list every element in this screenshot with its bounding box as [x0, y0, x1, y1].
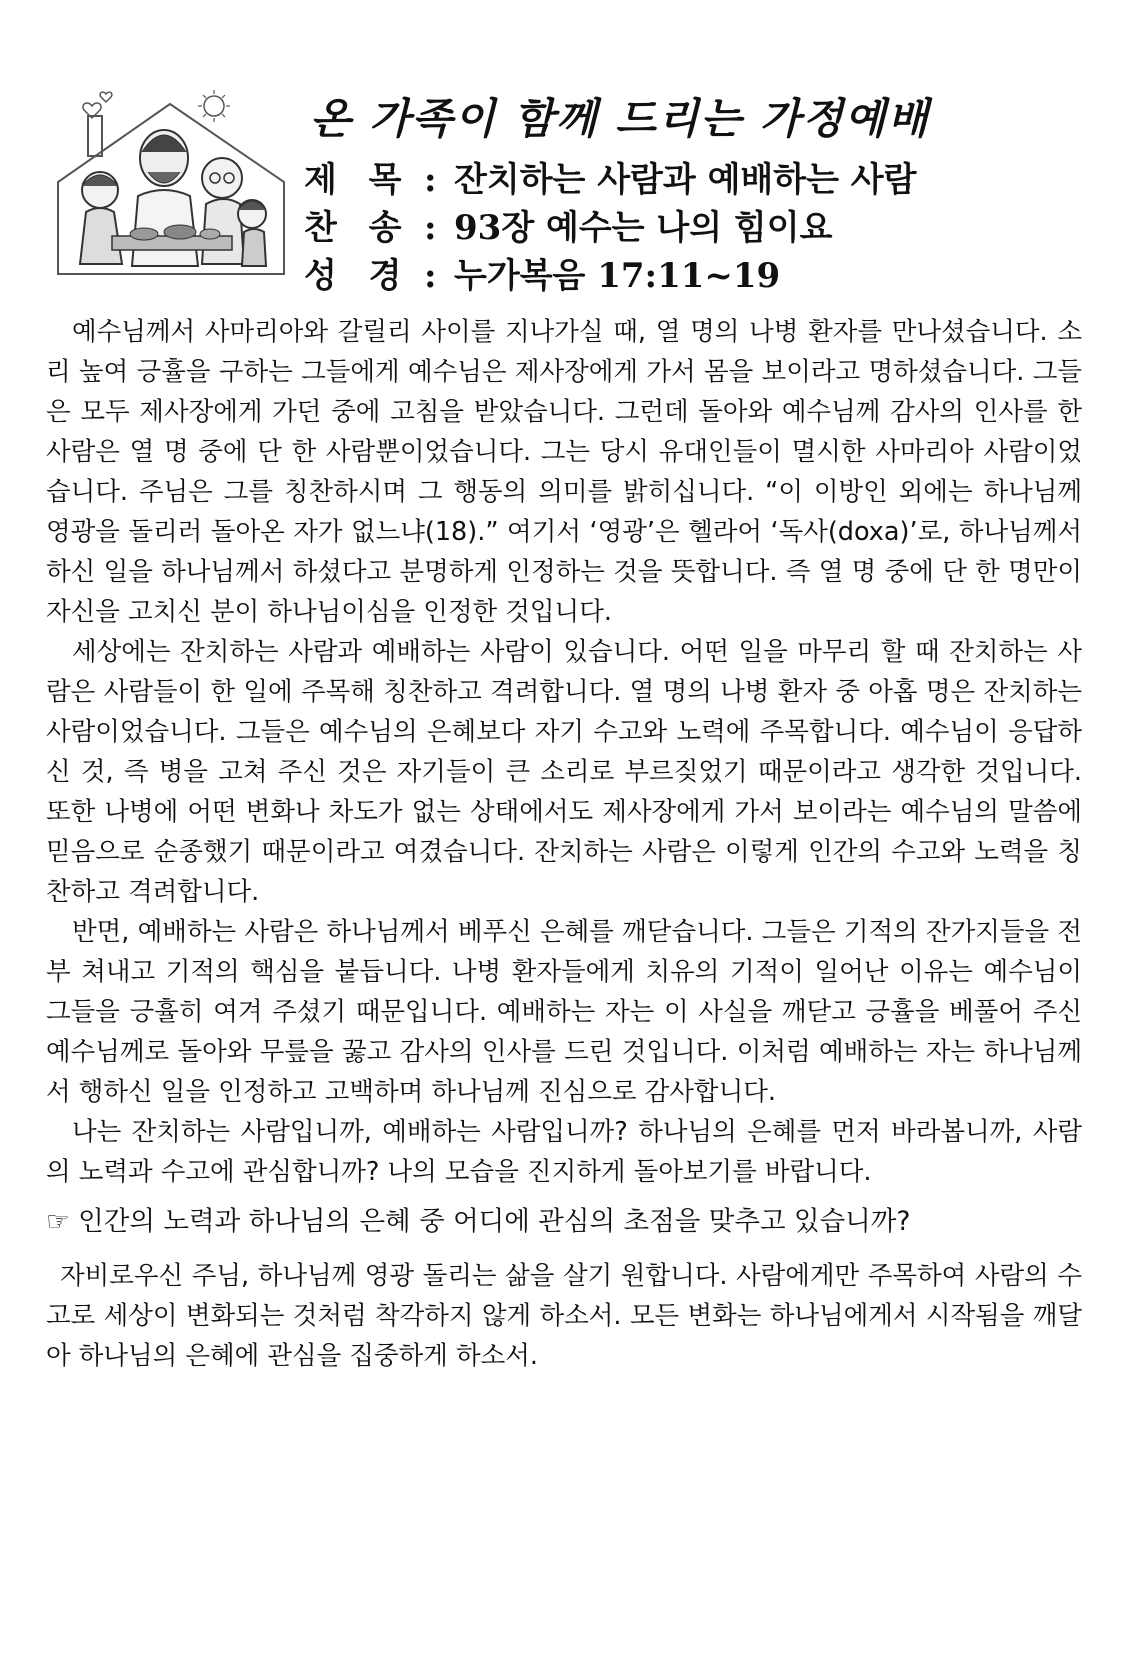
reflection-question: ☞ 인간의 노력과 하나님의 은혜 중 어디에 관심의 초점을 맞추고 있습니까?: [46, 1206, 911, 1237]
subject-value: 잔치하는 사람과 예배하는 사람: [454, 160, 917, 200]
subject-label: 제 목: [304, 160, 412, 200]
hymn-label: 찬 송: [304, 208, 412, 248]
page-title: 온 가족이 함께 드리는 가정예배: [310, 94, 930, 143]
paragraph-2: 세상에는 잔치하는 사람과 예배하는 사람이 있습니다. 어떤 일을 마무리 할 때 잔치하는 사람은 사람들이 한 일에 주목해 칭찬하고 격려합니다. 열 명의 나병 환자 중 아홉 명은 잔치하는 사람이었습니다. 그들은 예수님의 은혜보다 자기 수고와 노력에 주목합니다. 예수님이 응답하신 것, 즉 병을 고쳐 주신 것은 자기들이 큰 소리로 부르짖었기 때문이라고 생각한 것입니다. 또한 나병에 어떤 변화나 차도가 없는 상태에서도 제사장에게 가서 보이라는 예수님의 말씀에 믿음으로 순종했기 때문이라고 여겼습니다. 잔치하는 사람은 이렇게 인간의 수고와 노력을 칭찬하고 격려합니다.: [46, 637, 1082, 907]
paragraph-1: 예수님께서 사마리아와 갈릴리 사이를 지나가실 때, 열 명의 나병 환자를 만나셨습니다. 소리 높여 긍휼을 구하는 그들에게 예수님은 제사장에게 가서 몸을 보이라고 명하셨습니다. 그들은 모두 제사장에게 가던 중에 고침을 받았습니다. 그런데 돌아와 예수님께 감사의 인사를 한 사람은 열 명 중에 단 한 사람뿐이었습니다. 그는 당시 유대인들이 멸시한 사마리아 사람이었습니다. 주님은 그를 칭찬하시며 그 행동의 의미를 밝히십니다. “이 이방인 외에는 하나님께 영광을 돌리러 돌아온 자가 없느냐(18).” 여기서 ‘영광’은 헬라어 ‘독사(doxa)’로, 하나님께서 하신 일을 하나님께서 하셨다고 분명하게 인정하는 것을 뜻합니다. 즉 열 명 중에 단 한 명만이 자신을 고치신 분이 하나님이심을 인정한 것입니다.: [46, 317, 1082, 627]
scripture-value: 누가복음 17:11~19: [454, 256, 781, 296]
hymn-value: 93장 예수는 나의 힘이요: [454, 208, 833, 248]
closing-prayer: 자비로우신 주님, 하나님께 영광 돌리는 삶을 살기 원합니다. 사람에게만 주목하여 사람의 수고로 세상이 변화되는 것처럼 착각하지 않게 하소서. 모든 변화는 하나님에게서 시작됨을 깨달아 하나님의 은혜에 관심을 집중하게 하소서.: [46, 1261, 1082, 1371]
scripture-row: [304, 252, 916, 300]
hymn-row: [304, 204, 916, 252]
worship-info: [304, 156, 916, 300]
family-worship-illustration: [52, 86, 292, 296]
scripture-colon: :: [424, 256, 437, 296]
subject-colon: :: [424, 160, 437, 200]
paragraph-4: 나는 잔치하는 사람입니까, 예배하는 사람입니까? 하나님의 은혜를 먼저 바라봅니까, 사람의 노력과 수고에 관심합니까? 나의 모습을 진지하게 돌아보기를 바랍니다.: [46, 1117, 1082, 1187]
sermon-body: [46, 312, 1082, 1376]
scripture-label: 성 경: [304, 256, 412, 296]
paragraph-3: 반면, 예배하는 사람은 하나님께서 베푸신 은혜를 깨닫습니다. 그들은 기적의 잔가지들을 전부 쳐내고 기적의 핵심을 붙듭니다. 나병 환자들에게 치유의 기적이 일어난 이유는 예수님이 그들을 긍휼히 여겨 주셨기 때문입니다. 예배하는 자는 이 사실을 깨닫고 긍휼을 베풀어 주신 예수님께로 돌아와 무릎을 꿇고 감사의 인사를 드린 것입니다. 이처럼 예배하는 자는 하나님께서 행하신 일을 인정하고 고백하며 하나님께 진심으로 감사합니다.: [46, 917, 1082, 1107]
subject-row: [304, 156, 916, 204]
header: [52, 86, 1092, 301]
hymn-colon: :: [424, 208, 437, 248]
